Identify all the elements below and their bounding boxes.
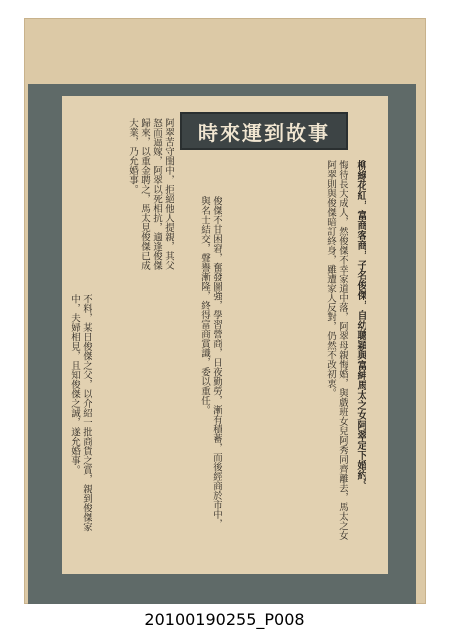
- article-title: 時來運到故事: [180, 112, 348, 150]
- text-column-1: 悔待長大成人，然俊傑不幸家道中落，阿翠母親悔婚，與戲班女兒阿秀同齊離去，馬太之女阿翠則與俊傑暗訂終身，雖遭家人反對，仍然不改初衷。: [325, 160, 348, 540]
- text-column-lead: 柳綠花紅，富商客商，子名俊傑，自幼聰穎與富紳馬太之女阿翠定下婚約。: [355, 160, 366, 490]
- text-column-3: 阿翠苦守閨中，拒絕他人提親，其父怒而逼嫁，阿翠以死相抗，適逢俊傑歸來，以重金聘之，馬太見俊傑已成大業，乃允婚事。: [127, 118, 174, 270]
- text-column-2: 俊傑不甘困窘，奮發圖強，學習營商，日夜勤勞，漸有積蓄，而後經商於市中，與名士結交，聲譽漸隆，終得富商賞識，委以重任。: [199, 196, 222, 529]
- image-caption: 20100190255_P008: [144, 610, 305, 629]
- text-column-4: 不料，某日俊傑之父，以介紹一批商貨之賞，親到俊傑家中，夫婦相見，且知俊傑之誠，遂允婚事。: [69, 294, 92, 532]
